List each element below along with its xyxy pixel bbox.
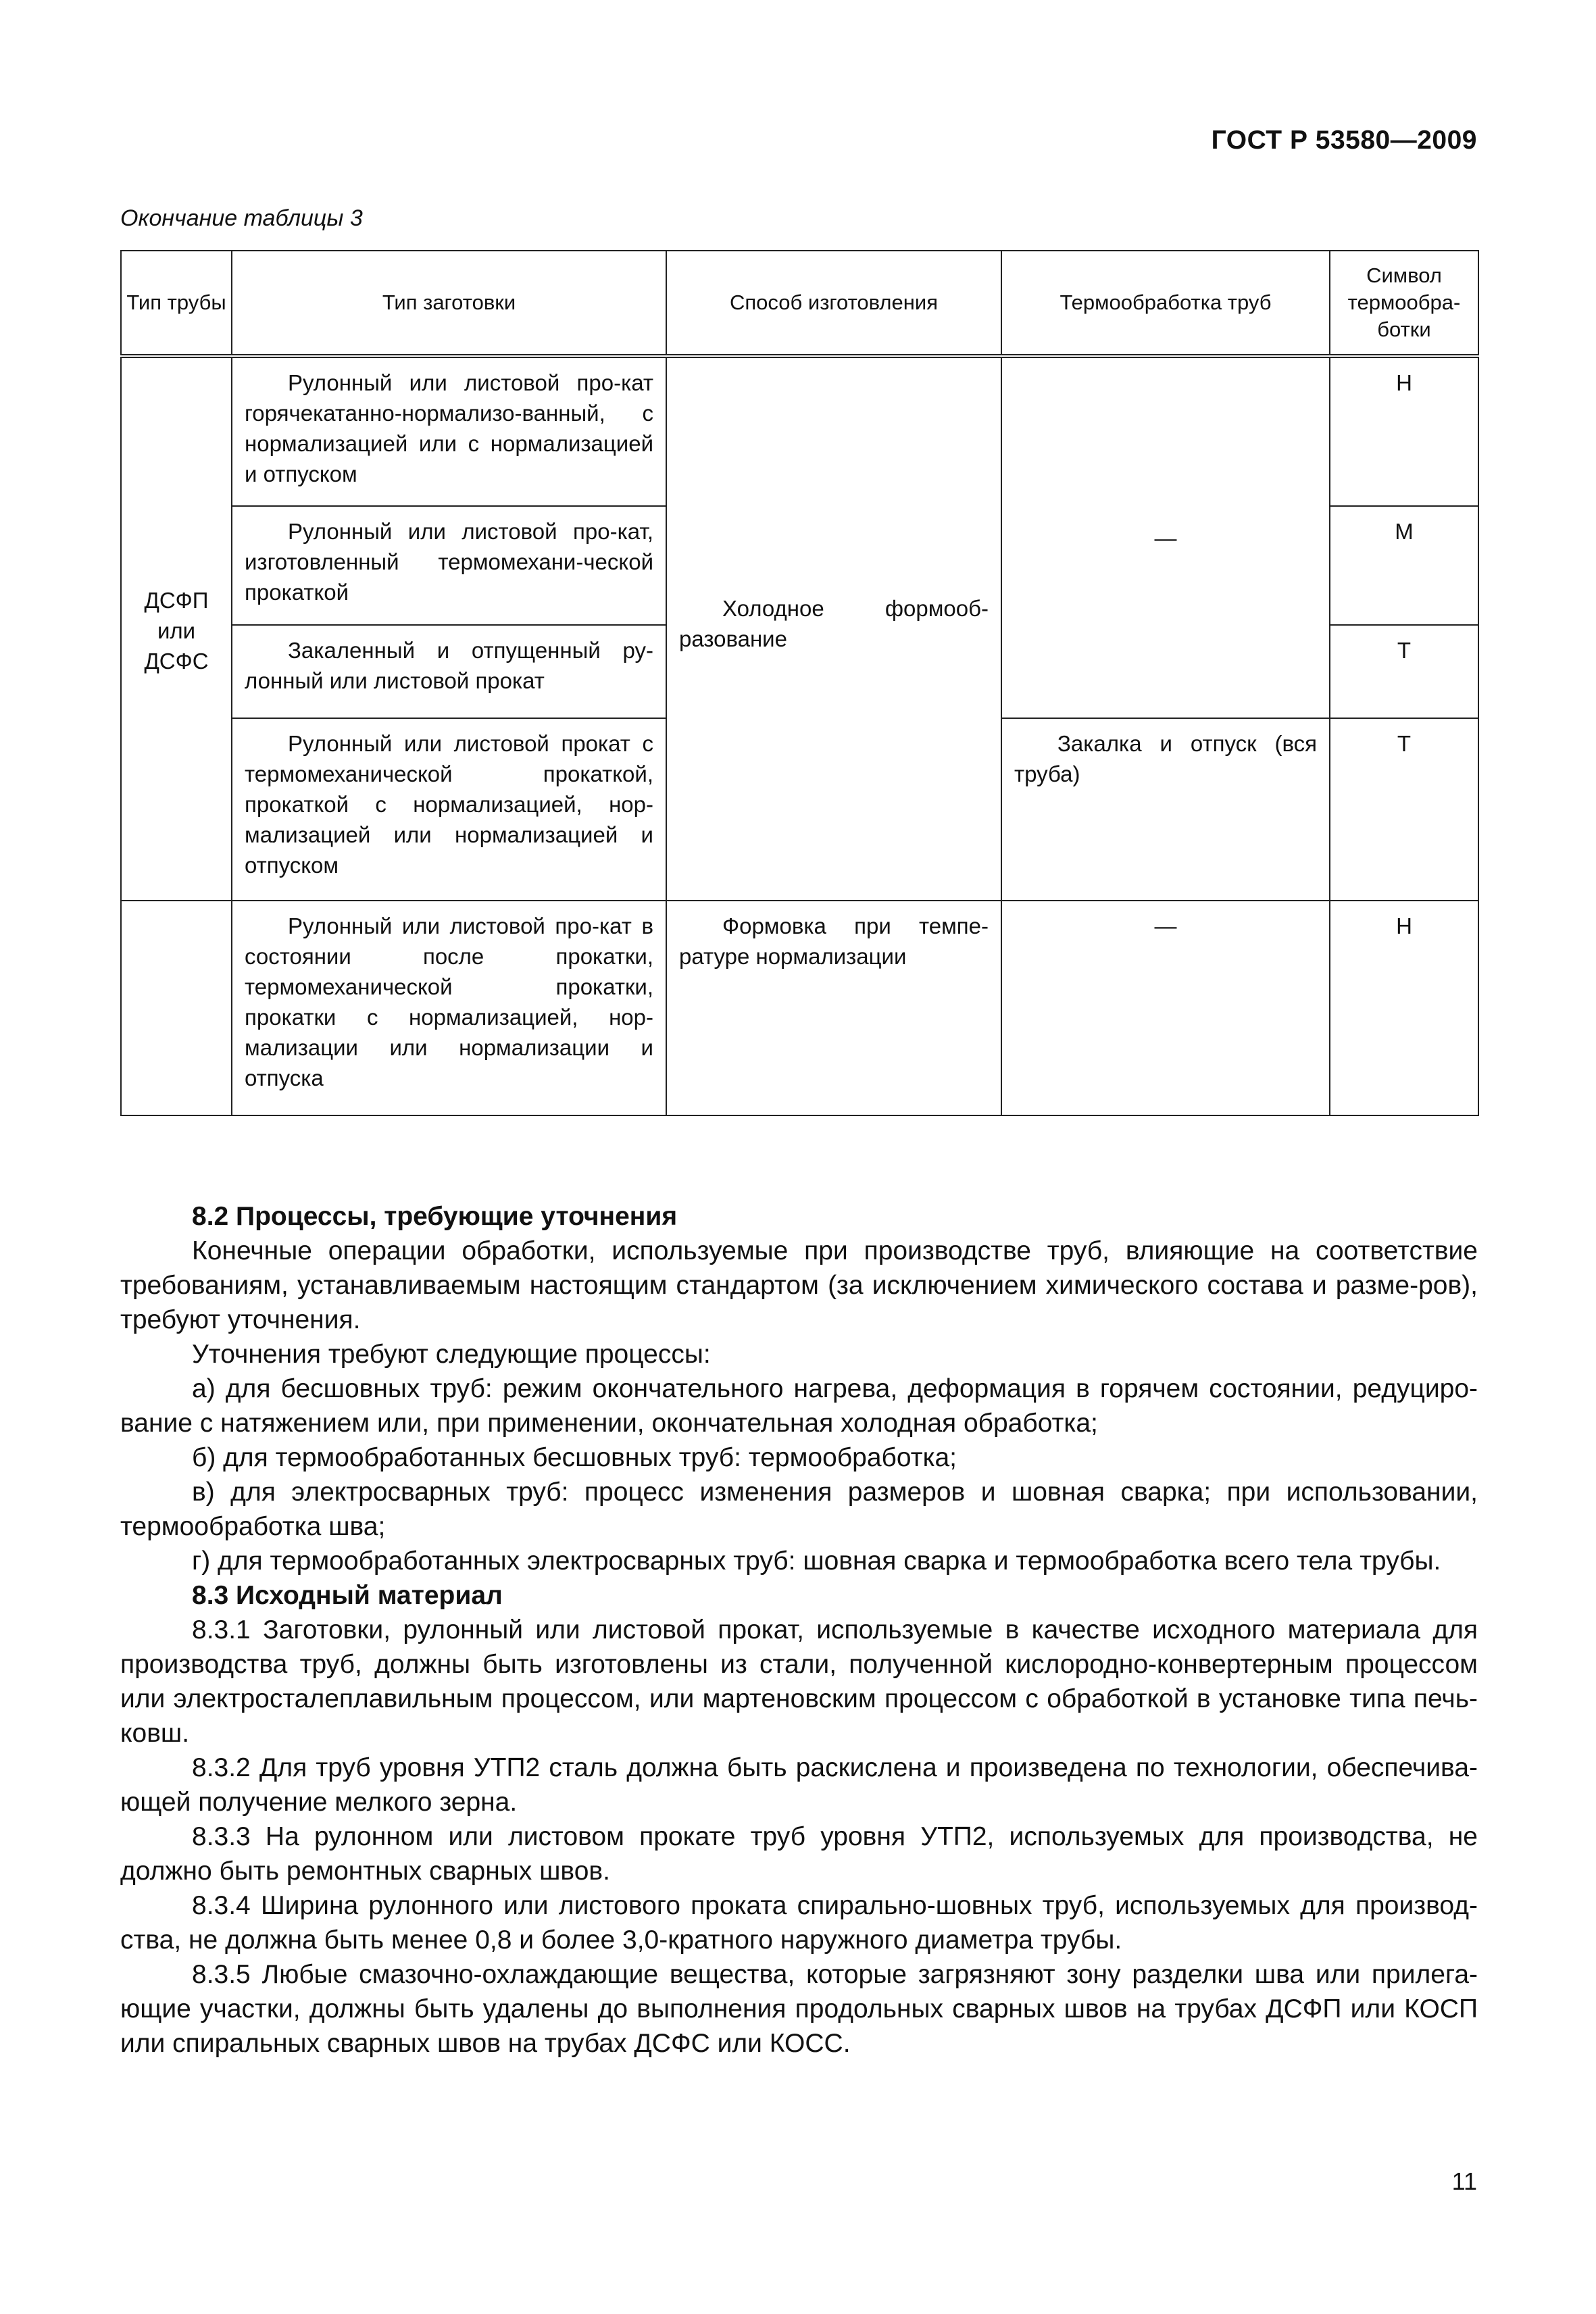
pipe-type-cell: [121, 356, 232, 901]
col-header-pipe-type: Тип трубы: [121, 251, 232, 356]
symbol-cell: Н: [1330, 901, 1478, 1115]
table-caption: Окончание таблицы 3: [120, 205, 363, 231]
blank-type-cell: Рулонный или листовой про-кат горячекатанно-нормализо-ванный, с нормализацией или с нормализацией и отпуском: [232, 356, 666, 506]
section-8-2-title: 8.2 Процессы, требующие уточнения: [192, 1202, 678, 1231]
paragraph: Уточнения требуют следующие процессы:: [192, 1340, 711, 1369]
body-text: [120, 1199, 1478, 2061]
paragraph: 8.3.1 Заготовки, рулонный или листовой прокат, используемые в качестве исходного материала для производства труб, должны быть изготовлены из стали, полученной кислородно-конвертерным процессом или электросталеплавильным процессом, или мартеновским процессом с обработкой в установке типа печь-ковш.: [120, 1615, 1478, 1748]
paragraph: Конечные операции обработки, используемые при производстве труб, влияющие на соответствие требованиям, устанавливаемым настоящим стандартом (за исключением химического состава и разме-ров), требуют уточнения.: [120, 1236, 1478, 1334]
list-item: б) для термообработанных бесшовных труб: термообработка;: [192, 1443, 957, 1472]
blank-type-cell: Закаленный и отпущенный ру-лонный или листовой прокат: [232, 625, 666, 718]
page-number: 11: [1451, 2167, 1477, 2195]
pipe-type-empty-cell: [121, 901, 232, 1115]
table-row: [121, 356, 1478, 506]
pipe-type-text: ДСФП или ДСФС: [144, 587, 209, 674]
table-3: [120, 250, 1479, 1116]
symbol-cell: Н: [1330, 356, 1478, 506]
paragraph: 8.3.2 Для труб уровня УТП2 сталь должна быть раскислена и произведена по технологии, обеспечива-ющей получение мелкого зерна.: [120, 1753, 1478, 1817]
paragraph: 8.3.5 Любые смазочно-охлаждающие вещества, которые загрязняют зону разделки шва или прилега-ющие участки, должны быть удалены до выполнения продольных сварных швов на трубах ДСФП или КОСП или спиральных сварных швов на трубах ДСФС или КОСС.: [120, 1960, 1478, 2058]
blank-type-cell: Рулонный или листовой прокат с термомеханической прокаткой, прокаткой с нормализацией, нор-мализацией или нормализацией и отпуском: [232, 718, 666, 901]
list-item: г) для термообработанных электросварных труб: шовная сварка и термообработка всего тела трубы.: [192, 1546, 1441, 1576]
document-id: ГОСТ Р 53580—2009: [1211, 126, 1477, 155]
col-header-blank-type: Тип заготовки: [232, 251, 666, 356]
blank-type-cell: Рулонный или листовой про-кат, изготовленный термомехани-ческой прокаткой: [232, 506, 666, 625]
section-8-3-title: 8.3 Исходный материал: [192, 1581, 503, 1610]
table-row: [121, 901, 1478, 1115]
paragraph: 8.3.3 На рулонном или листовом прокате труб уровня УТП2, используемых для производства, не должно быть ремонтных сварных швов.: [120, 1822, 1478, 1886]
paragraph: 8.3.4 Ширина рулонного или листового проката спирально-шовных труб, используемых для производ-ства, не должна быть менее 0,8 и более 3,0-кратного наружного диаметра трубы.: [120, 1891, 1478, 1955]
heat-treatment-merged-cell: [1001, 356, 1330, 718]
list-item: а) для бесшовных труб: режим окончательного нагрева, деформация в горячем состоянии, редуциро-вание с натяжением или, при применении, окончательная холодная обработка;: [120, 1374, 1478, 1438]
col-header-heat-treatment: Термообработка труб: [1001, 251, 1330, 356]
symbol-cell: Т: [1330, 625, 1478, 718]
list-item: в) для электросварных труб: процесс изменения размеров и шовная сварка; при использовании, термообработка шва;: [120, 1478, 1478, 1541]
method-merged-cell: Холодное формооб-разование: [666, 356, 1001, 901]
dash: —: [1154, 525, 1177, 551]
symbol-cell: Т: [1330, 718, 1478, 901]
symbol-cell: М: [1330, 506, 1478, 625]
col-header-symbol: Символ термообра-ботки: [1330, 251, 1478, 356]
method-cell: Формовка при темпе-ратуре нормализации: [666, 901, 1001, 1115]
col-header-method: Способ изготовления: [666, 251, 1001, 356]
heat-treatment-cell: —: [1001, 901, 1330, 1115]
table-header-row: [121, 251, 1478, 356]
heat-treatment-cell: Закалка и отпуск (вся труба): [1001, 718, 1330, 901]
blank-type-cell: Рулонный или листовой про-кат в состоянии после прокатки, термомеханической прокатки, прокатки с нормализацией, нор-мализации или нормализации и отпуска: [232, 901, 666, 1115]
